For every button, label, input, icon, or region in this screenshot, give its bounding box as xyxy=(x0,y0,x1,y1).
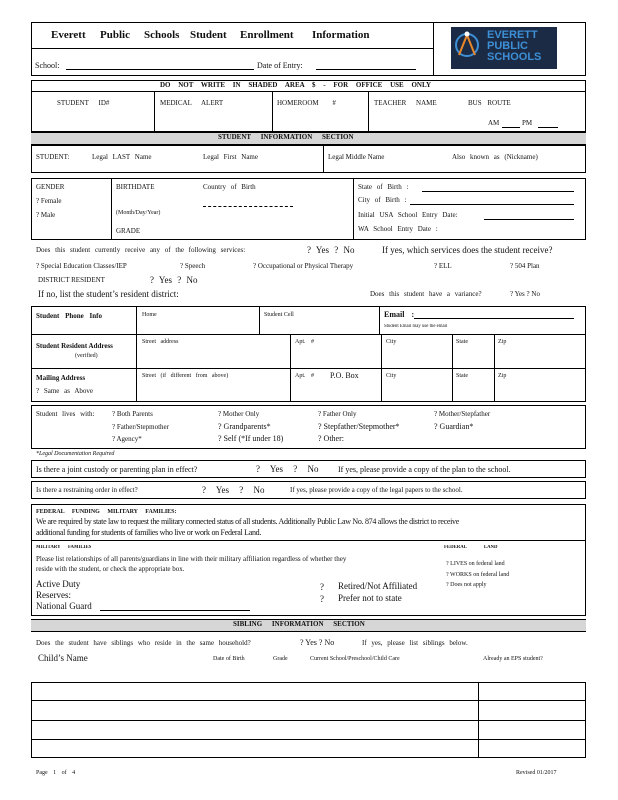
siblings-please-list: If yes, please list siblings below. xyxy=(362,639,468,647)
apt-label: Apt. # xyxy=(295,339,314,345)
retired-label: Retired/Not Affiliated xyxy=(338,581,418,591)
col-school: Current School/Preschool/Child Care xyxy=(310,656,400,662)
siblings-yes-no[interactable]: ? Yes ? No xyxy=(300,638,335,647)
gender-label: GENDER xyxy=(36,183,65,191)
service-sped[interactable]: ? Special Education Classes/IEP xyxy=(36,262,127,270)
city-of-birth-field[interactable] xyxy=(410,204,574,205)
demographics-box xyxy=(31,178,586,240)
email-field[interactable] xyxy=(414,318,574,319)
mailing-address-label: Mailing Address xyxy=(36,374,86,382)
col-child-name: Child’s Name xyxy=(38,653,88,663)
country-of-birth-label: Country of Birth xyxy=(203,183,256,191)
office-use-banner: DO NOT WRITE IN SHADED AREA $ - FOR OFFICE USE ONLY xyxy=(160,81,432,89)
eps-logo xyxy=(451,27,557,69)
lives-self[interactable]: ? Self (*If under 18) xyxy=(218,434,284,443)
student-label: STUDENT: xyxy=(36,153,70,161)
legal-first-name-label: Legal First Name xyxy=(203,153,258,161)
lives-guardian[interactable]: ? Guardian* xyxy=(434,422,474,431)
contact-box xyxy=(31,306,586,402)
home-phone-label: Home xyxy=(142,312,157,318)
logo-text: EVERETT PUBLIC SCHOOLS xyxy=(487,29,542,63)
revised-date: Revised 01/2017 xyxy=(516,770,557,776)
active-duty-label: Active Duty xyxy=(36,579,81,589)
school-field[interactable] xyxy=(66,69,254,70)
form-title-4: Student xyxy=(190,29,227,41)
resident-address-label: Student Resident Address xyxy=(36,342,113,350)
female-checkbox[interactable]: ? Female xyxy=(36,197,62,205)
am-field[interactable] xyxy=(502,127,520,128)
form-title-3: Schools xyxy=(144,29,180,41)
mailing-zip-label: Zip xyxy=(498,373,507,379)
medical-alert-label: MEDICAL ALERT xyxy=(160,99,224,107)
service-ot-pt[interactable]: ? Occupational or Physical Therapy xyxy=(253,262,354,270)
service-speech[interactable]: ? Speech xyxy=(180,262,206,270)
mailing-state-label: State xyxy=(456,373,468,379)
national-guard-label: National Guard xyxy=(36,601,92,611)
col-eps: Already an EPS student? xyxy=(483,656,543,662)
zip-label: Zip xyxy=(498,339,507,345)
email-note: Student Email may use the email xyxy=(384,324,448,329)
reserves-label: Reserves: xyxy=(36,590,71,600)
lives-father-only[interactable]: ? Father Only xyxy=(318,410,357,418)
homeroom-label: HOMEROOM # xyxy=(277,99,336,107)
sibling-section-title: SIBLING INFORMATION SECTION xyxy=(233,620,365,628)
mailing-apt-label: Apt. # xyxy=(295,373,314,379)
resident-district-label: If no, list the student’s resident district: xyxy=(38,289,179,299)
pm-label: PM xyxy=(522,119,533,127)
legal-last-name-label: Legal LAST Name xyxy=(92,153,152,161)
state-of-birth-label: State of Birth : xyxy=(358,183,409,191)
am-label: AM xyxy=(488,119,500,127)
col-dob: Date of Birth xyxy=(213,656,245,662)
restraining-yes-no[interactable]: ? Yes ? No xyxy=(202,485,265,495)
variance-yes-no[interactable]: ? Yes ? No xyxy=(510,290,540,298)
lives-father-stepmother[interactable]: ? Father/Stepmother xyxy=(112,423,169,431)
mailing-city-label: City xyxy=(386,373,397,379)
date-of-entry-field[interactable] xyxy=(316,69,416,70)
restraining-provide: If yes, please provide a copy of the legal papers to the school. xyxy=(290,486,463,494)
retired-checkbox[interactable]: ? xyxy=(320,582,324,592)
district-resident-label: DISTRICT RESIDENT xyxy=(38,276,105,284)
service-504[interactable]: ? 504 Plan xyxy=(510,262,540,270)
wa-entry-label: WA School Entry Date : xyxy=(358,225,438,233)
phone-info-label: Student Phone Info xyxy=(36,312,102,320)
legal-documentation-note: *Legal Documentation Required xyxy=(36,451,115,457)
col-grade: Grade xyxy=(273,656,288,662)
table-row[interactable] xyxy=(31,720,586,721)
country-of-birth-field[interactable] xyxy=(203,206,293,207)
street-if-different-label: Street (if different from above) xyxy=(142,373,229,379)
national-guard-field[interactable] xyxy=(100,610,250,611)
form-title-1: Everett xyxy=(51,29,86,41)
lives-on-federal-land[interactable]: ? LIVES on federal land xyxy=(446,561,505,567)
works-on-federal-land[interactable]: ? WORKS on federal land xyxy=(446,572,510,578)
same-as-above-checkbox[interactable]: ? Same as Above xyxy=(36,387,94,395)
state-of-birth-field[interactable] xyxy=(422,191,574,192)
birthdate-label: BIRTHDATE xyxy=(116,183,155,191)
military-paragraph-2: additional funding for students of families who live or work on Federal Land. xyxy=(36,528,262,537)
federal-land-label: FEDERAL LAND xyxy=(444,545,498,550)
pm-field[interactable] xyxy=(538,127,558,128)
state-label: State xyxy=(456,339,468,345)
male-checkbox[interactable]: ? Male xyxy=(36,211,56,219)
lives-grandparents[interactable]: ? Grandparents* xyxy=(218,422,271,431)
city-label: City xyxy=(386,339,397,345)
form-title-5: Enrollment xyxy=(240,29,294,41)
variance-question: Does this student have a variance? xyxy=(370,290,482,298)
district-resident-yes-no[interactable]: ? Yes ? No xyxy=(150,275,198,285)
services-if-yes: If yes, which services does the student receive? xyxy=(382,245,553,255)
federal-land-not-apply[interactable]: ? Does not apply xyxy=(446,582,487,588)
initial-usa-entry-field[interactable] xyxy=(484,219,574,220)
prefer-not-checkbox[interactable]: ? xyxy=(320,594,324,604)
lives-mother-only[interactable]: ? Mother Only xyxy=(218,410,260,418)
lives-other[interactable]: ? Other: xyxy=(318,434,344,443)
date-of-entry-label: Date of Entry: xyxy=(257,61,303,70)
grade-label: GRADE xyxy=(116,227,141,235)
restraining-question: Is there a restraining order in effect? xyxy=(36,486,138,494)
teacher-name-label: TEACHER NAME xyxy=(374,99,437,107)
lives-mother-stepfather[interactable]: ? Mother/Stepfather xyxy=(434,410,491,418)
lives-stepfather-stepmother[interactable]: ? Stepfather/Stepmother* xyxy=(318,422,400,431)
email-label: Email : xyxy=(384,310,415,319)
student-info-section-title: STUDENT INFORMATION SECTION xyxy=(218,133,354,141)
initial-usa-entry-label: Initial USA School Entry Date: xyxy=(358,211,458,219)
nickname-label: Also known as (Nickname) xyxy=(452,153,538,161)
table-row[interactable] xyxy=(31,700,586,701)
prefer-not-label: Prefer not to state xyxy=(338,593,402,603)
form-title-2: Public xyxy=(100,29,130,41)
lives-with-label: Student lives with: xyxy=(36,410,95,418)
street-address-label: Street address xyxy=(142,339,179,345)
verified-label: (verified) xyxy=(75,353,98,359)
po-box-label: P.O. Box xyxy=(330,371,359,380)
siblings-question: Does the student have siblings who reside in the same household? xyxy=(36,639,251,647)
military-paragraph-1: We are required by state law to request the military connected status of all students. Additionally Public Law No. 874 allows the district to receive xyxy=(36,517,459,526)
form-title-6: Information xyxy=(312,29,370,41)
military-list-note-1: Please list relationships of all parents/guardians in line with their military affiliation regardless of whether they xyxy=(36,555,347,563)
table-row[interactable] xyxy=(31,739,586,740)
custody-question: Is there a joint custody or parenting plan in effect? xyxy=(36,465,198,474)
military-list-note-2: reside with the student, or check the appropriate box. xyxy=(36,565,185,573)
student-id-label: STUDENT ID# xyxy=(57,99,110,107)
service-ell[interactable]: ? ELL xyxy=(434,262,452,270)
custody-provide: If yes, please provide a copy of the plan to the school. xyxy=(338,465,511,474)
services-question: Does this student currently receive any of the following services: xyxy=(36,246,246,254)
legal-middle-name-label: Legal Middle Name xyxy=(328,153,385,161)
military-families-label: MILITARY FAMILIES xyxy=(36,545,92,550)
birthdate-format: (Month/Day/Year) xyxy=(116,210,161,216)
bus-route-label: BUS ROUTE xyxy=(468,99,511,107)
lives-both-parents[interactable]: ? Both Parents xyxy=(112,410,153,418)
city-of-birth-label: City of Birth : xyxy=(358,196,407,204)
services-yes-no[interactable]: ? Yes ? No xyxy=(307,245,355,255)
lives-agency[interactable]: ? Agency* xyxy=(112,435,142,443)
custody-yes-no[interactable]: ? Yes ? No xyxy=(256,464,319,474)
military-heading: FEDERAL FUNDING MILITARY FAMILIES: xyxy=(36,509,177,515)
page-number: Page 1 of 4 xyxy=(36,770,76,776)
student-cell-label: Student Cell xyxy=(264,312,294,318)
school-label: School: xyxy=(35,61,60,70)
